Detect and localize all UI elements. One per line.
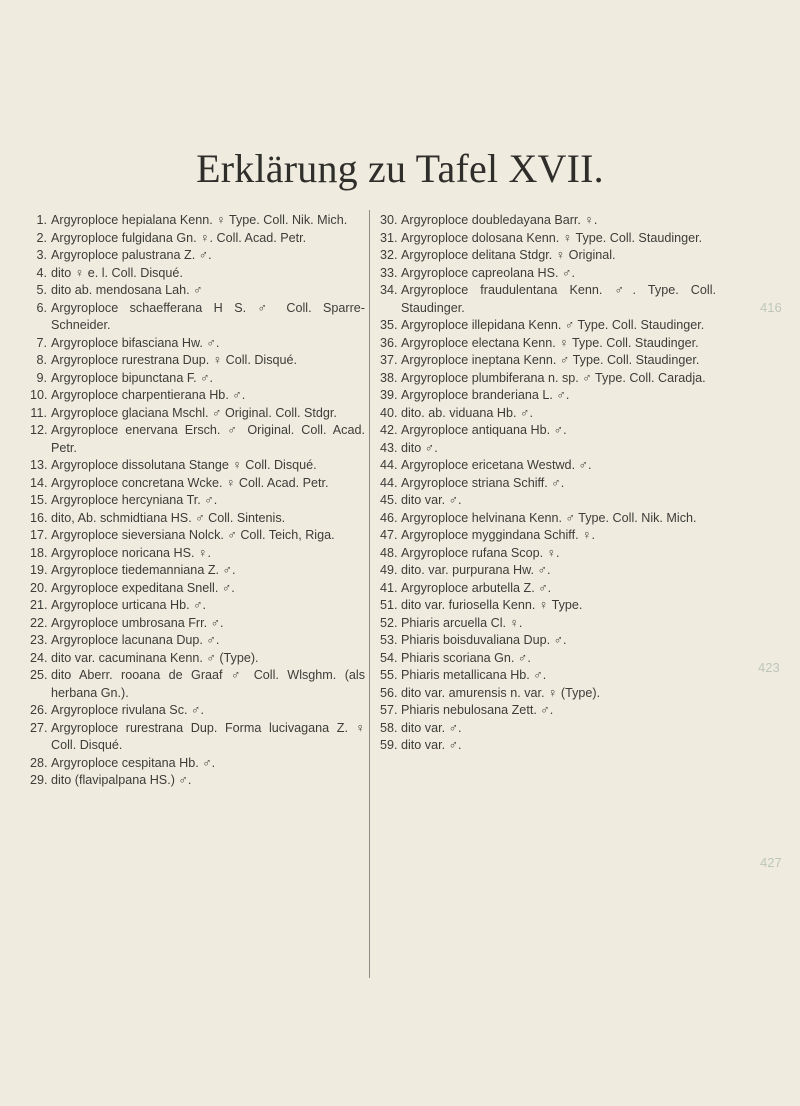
entry-number	[30, 667, 51, 685]
entry-number	[30, 492, 51, 510]
entry-number-text: 16.	[30, 510, 48, 525]
entry-text: Phiaris scoriana Gn. ♂.	[401, 650, 531, 665]
entry-number-text: 33.	[380, 265, 398, 280]
entry-number	[30, 370, 51, 388]
plate-entry	[380, 720, 716, 738]
entry-number-text: 58.	[380, 720, 398, 735]
entry-number-text: 36.	[380, 335, 398, 350]
entry-text: Phiaris nebulosana Zett. ♂.	[401, 703, 554, 717]
entry-text: Argyroploce rurestrana Dup. Forma lucivagana Z. ♀ Coll. Disqué.	[51, 720, 365, 752]
entry-number-text: 47.	[380, 528, 398, 542]
plate-entry	[30, 527, 365, 545]
entry-number	[30, 545, 51, 563]
entry-text: Argyroploce lacunana Dup. ♂.	[51, 633, 220, 647]
entry-number	[380, 457, 401, 475]
right-column	[380, 212, 716, 755]
entry-text: Argyroploce delitana Stdgr. ♀ Original.	[401, 248, 616, 262]
entry-text: dito Aberr. rooana de Graaf ♂ Coll. Wlsghm. (als herbana Gn.).	[51, 668, 365, 700]
entry-number-text: 44.	[380, 475, 398, 490]
entry-number	[380, 720, 401, 738]
entry-number-text: 14.	[30, 475, 48, 490]
entry-number	[30, 212, 51, 230]
entry-text: Argyroploce fulgidana Gn. ♀. Coll. Acad. Petr.	[51, 230, 307, 245]
plate-entry	[380, 510, 716, 528]
plate-entry	[380, 650, 716, 668]
plate-entry	[30, 650, 365, 668]
entry-text: Argyroploce antiquana Hb. ♂.	[401, 423, 567, 437]
entry-number-text: 24.	[30, 650, 48, 665]
entry-text: Argyroploce capreolana HS. ♂.	[401, 265, 575, 280]
entry-number-text: 29.	[30, 773, 48, 787]
entry-number-text: 4.	[36, 265, 47, 280]
plate-entry	[380, 492, 716, 510]
entry-number	[380, 335, 401, 353]
entry-number-text: 45.	[380, 493, 398, 507]
entry-text: Argyroploce tiedemanniana Z. ♂.	[51, 563, 236, 577]
entry-text: dito ♀ e. l. Coll. Disqué.	[51, 265, 183, 280]
entry-number-text: 11.	[30, 405, 47, 420]
entry-number-text: 18.	[30, 545, 48, 560]
entry-number	[30, 335, 51, 353]
entry-number	[380, 545, 401, 563]
entry-number	[30, 265, 51, 283]
plate-entry	[30, 755, 365, 773]
entry-text: Argyroploce ineptana Kenn. ♂ Type. Coll. Staudinger.	[401, 353, 700, 367]
plate-entry	[380, 230, 716, 248]
entry-number	[30, 475, 51, 493]
entry-number-text: 54.	[380, 650, 398, 665]
entry-text: dito var. ♂.	[401, 738, 462, 752]
plate-entry	[30, 615, 365, 633]
entry-number	[30, 457, 51, 475]
plate-entry	[30, 720, 365, 755]
plate-entry	[380, 422, 716, 440]
entry-number	[30, 615, 51, 633]
entry-number-text: 42.	[380, 423, 398, 437]
plate-entry	[30, 212, 365, 230]
entry-number-text: 19.	[30, 563, 48, 577]
entry-number	[30, 422, 51, 440]
entry-number	[380, 247, 401, 265]
entry-number	[380, 685, 401, 703]
plate-entry	[30, 562, 365, 580]
entry-number-text: 23.	[30, 633, 48, 647]
plate-entry	[30, 772, 365, 790]
plate-entry	[380, 632, 716, 650]
entry-number-text: 5.	[36, 283, 47, 297]
plate-entry	[380, 405, 716, 423]
entry-text: Argyroploce dolosana Kenn. ♀ Type. Coll. Staudinger.	[401, 230, 703, 245]
entry-number	[380, 265, 401, 283]
entry-number-text: 57.	[380, 703, 398, 717]
entry-number-text: 37.	[380, 353, 398, 367]
plate-entry	[380, 527, 716, 545]
entry-text: Argyroploce myggindana Schiff. ♀.	[401, 528, 596, 542]
entry-text: dito ♂.	[401, 440, 438, 455]
entry-text: Argyroploce bifasciana Hw. ♂.	[51, 335, 220, 350]
entry-number-text: 59.	[380, 738, 398, 752]
plate-entry	[380, 702, 716, 720]
plate-entry	[380, 440, 716, 458]
entry-number-text: 10.	[30, 388, 48, 402]
entry-number-text: 17.	[30, 528, 48, 542]
entry-number-text: 27.	[30, 720, 48, 735]
entry-number-text: 25.	[30, 668, 48, 682]
plate-entry	[30, 300, 365, 335]
entry-number-text: 44.	[380, 458, 398, 472]
entry-number-text: 28.	[30, 755, 48, 770]
plate-entry	[380, 387, 716, 405]
entry-number	[380, 650, 401, 668]
entry-number	[380, 387, 401, 405]
entry-number	[30, 247, 51, 265]
plate-entry	[30, 387, 365, 405]
entry-number-text: 35.	[380, 318, 398, 332]
entry-number-text: 3.	[36, 248, 47, 262]
entry-number-text: 13.	[30, 458, 48, 472]
entry-text: dito. ab. viduana Hb. ♂.	[401, 405, 533, 420]
entry-text: dito var. furiosella Kenn. ♀ Type.	[401, 598, 583, 612]
entry-text: Argyroploce schaefferana H S. ♂ Coll. Sparre-Schneider.	[51, 300, 365, 332]
entry-number-text: 41.	[380, 580, 398, 595]
entry-text: Argyroploce rivulana Sc. ♂.	[51, 703, 204, 717]
plate-entry	[380, 457, 716, 475]
plate-entry	[30, 335, 365, 353]
entry-number-text: 56.	[380, 685, 398, 700]
margin-note: 416	[760, 300, 782, 315]
entry-text: Argyroploce palustrana Z. ♂.	[51, 248, 212, 262]
entry-text: Argyroploce charpentierana Hb. ♂.	[51, 388, 246, 402]
entry-number-text: 12.	[30, 423, 48, 437]
plate-entry	[30, 405, 365, 423]
entry-number	[30, 580, 51, 598]
entry-number-text: 46.	[380, 510, 398, 525]
entry-number-text: 7.	[36, 335, 47, 350]
entry-text: Argyroploce glaciana Mschl. ♂ Original. Coll. Stdgr.	[51, 405, 337, 420]
plate-entry	[30, 230, 365, 248]
column-divider	[369, 210, 370, 978]
entry-text: dito ab. mendosana Lah. ♂	[51, 283, 203, 297]
entry-text: Phiaris arcuella Cl. ♀.	[401, 615, 523, 630]
entry-number	[30, 230, 51, 248]
entry-number	[30, 632, 51, 650]
entry-text: Argyroploce fraudulentana Kenn. ♂. Type. Coll. Staudinger.	[401, 283, 716, 315]
entry-number-text: 52.	[380, 615, 398, 630]
plate-entry	[30, 667, 365, 702]
entry-number-text: 2.	[36, 230, 47, 245]
entry-text: Argyroploce arbutella Z. ♂.	[401, 580, 552, 595]
entry-number	[30, 755, 51, 773]
entry-number	[380, 352, 401, 370]
page-title: Erklärung zu Tafel XVII.	[196, 146, 604, 191]
entry-number	[380, 475, 401, 493]
entry-number	[380, 632, 401, 650]
plate-entry	[380, 212, 716, 230]
entry-text: Argyroploce hepialana Kenn. ♀ Type. Coll. Nik. Mich.	[51, 213, 348, 227]
entry-number-text: 31.	[380, 230, 398, 245]
margin-note: 423	[758, 660, 780, 675]
entry-number	[380, 405, 401, 423]
entry-text: dito var. amurensis n. var. ♀ (Type).	[401, 685, 601, 700]
entry-number-text: 34.	[380, 283, 398, 297]
entry-number-text: 38.	[380, 370, 398, 385]
entry-text: Argyroploce helvinana Kenn. ♂ Type. Coll. Nik. Mich.	[401, 510, 697, 525]
entry-text: dito (flavipalpana HS.) ♂.	[51, 773, 192, 787]
entry-number-text: 22.	[30, 615, 48, 630]
entry-number	[30, 300, 51, 318]
entry-number	[30, 387, 51, 405]
entry-number	[380, 597, 401, 615]
plate-entry	[30, 475, 365, 493]
left-column	[30, 212, 365, 790]
entry-number	[380, 317, 401, 335]
plate-entry	[380, 247, 716, 265]
entry-number	[380, 702, 401, 720]
entry-number	[380, 737, 401, 755]
plate-entry	[380, 667, 716, 685]
entry-text: dito var. ♂.	[401, 720, 462, 735]
entry-number-text: 49.	[380, 563, 398, 577]
entry-text: Argyroploce electana Kenn. ♀ Type. Coll. Staudinger.	[401, 335, 699, 350]
entry-number-text: 6.	[36, 300, 47, 315]
entry-text: Argyroploce expeditana Snell. ♂.	[51, 580, 235, 595]
plate-entry	[380, 370, 716, 388]
entry-number	[30, 352, 51, 370]
entry-number	[380, 615, 401, 633]
entry-number	[30, 720, 51, 738]
entry-number	[380, 212, 401, 230]
plate-entry	[30, 580, 365, 598]
plate-entry	[30, 632, 365, 650]
plate-entry	[30, 352, 365, 370]
entry-text: Argyroploce plumbiferana n. sp. ♂ Type. Coll. Caradja.	[401, 370, 706, 385]
entry-number	[30, 562, 51, 580]
entry-text: dito var. cacuminana Kenn. ♂ (Type).	[51, 650, 259, 665]
entry-text: Argyroploce dissolutana Stange ♀ Coll. Disqué.	[51, 458, 317, 472]
entry-number-text: 48.	[380, 545, 398, 560]
plate-entry	[380, 335, 716, 353]
entry-number-text: 32.	[380, 248, 398, 262]
entry-text: Phiaris metallicana Hb. ♂.	[401, 668, 547, 682]
plate-entry	[30, 457, 365, 475]
entry-number	[380, 440, 401, 458]
entry-number	[380, 667, 401, 685]
entry-text: dito, Ab. schmidtiana HS. ♂ Coll. Sintenis.	[51, 510, 286, 525]
plate-entry	[30, 370, 365, 388]
plate-entry	[380, 352, 716, 370]
entry-text: dito var. ♂.	[401, 493, 462, 507]
entry-text: Argyroploce concretana Wcke. ♀ Coll. Acad. Petr.	[51, 475, 329, 490]
entry-number	[380, 370, 401, 388]
entry-text: Argyroploce cespitana Hb. ♂.	[51, 755, 216, 770]
plate-entry	[30, 545, 365, 563]
entry-number	[380, 282, 401, 300]
entry-number	[30, 282, 51, 300]
entry-text: Argyroploce striana Schiff. ♂.	[401, 475, 565, 490]
plate-entry	[30, 597, 365, 615]
plate-entry	[30, 247, 365, 265]
plate-entry	[380, 580, 716, 598]
plate-entry	[380, 737, 716, 755]
entry-number	[30, 510, 51, 528]
plate-entry	[30, 282, 365, 300]
entry-number-text: 26.	[30, 703, 48, 717]
plate-entry	[30, 422, 365, 457]
plate-entry	[380, 265, 716, 283]
entry-number	[380, 580, 401, 598]
entry-text: Argyroploce sieversiana Nolck. ♂ Coll. Teich, Riga.	[51, 528, 335, 542]
entry-text: Argyroploce hercyniana Tr. ♂.	[51, 493, 218, 507]
entry-number	[380, 422, 401, 440]
plate-entry	[30, 702, 365, 720]
entry-text: Argyroploce umbrosana Frr. ♂.	[51, 615, 224, 630]
entry-number-text: 21.	[30, 598, 48, 612]
entry-number	[380, 230, 401, 248]
entry-number-text: 20.	[30, 580, 48, 595]
plate-entry	[380, 615, 716, 633]
entry-text: Phiaris boisduvaliana Dup. ♂.	[401, 633, 567, 647]
entry-text: Argyroploce illepidana Kenn. ♂ Type. Coll. Staudinger.	[401, 318, 705, 332]
entry-number-text: 8.	[36, 353, 47, 367]
entry-text: Argyroploce rurestrana Dup. ♀ Coll. Disqué.	[51, 353, 298, 367]
entry-number	[380, 510, 401, 528]
plate-entry	[380, 597, 716, 615]
entry-number	[30, 597, 51, 615]
entry-number	[380, 492, 401, 510]
plate-entry	[380, 282, 716, 317]
plate-entry	[380, 317, 716, 335]
entry-text: Argyroploce doubledayana Barr. ♀.	[401, 213, 598, 227]
entry-number	[30, 772, 51, 790]
entry-number-text: 40.	[380, 405, 398, 420]
margin-note: 427	[760, 855, 782, 870]
entry-number-text: 15.	[30, 493, 48, 507]
plate-entry	[30, 510, 365, 528]
plate-entry	[380, 562, 716, 580]
entry-number-text: 55.	[380, 668, 398, 682]
plate-entry	[30, 492, 365, 510]
entry-number-text: 43.	[380, 440, 398, 455]
entry-number-text: 30.	[380, 213, 398, 227]
plate-entry	[30, 265, 365, 283]
entry-text: Argyroploce urticana Hb. ♂.	[51, 598, 207, 612]
entry-number	[380, 562, 401, 580]
entry-number-text: 53.	[380, 633, 398, 647]
plate-entry	[380, 475, 716, 493]
entry-text: Argyroploce rufana Scop. ♀.	[401, 545, 560, 560]
entry-text: dito. var. purpurana Hw. ♂.	[401, 563, 551, 577]
entry-number-text: 1.	[36, 213, 47, 227]
entry-text: Argyroploce branderiana L. ♂.	[401, 388, 570, 402]
entry-text: Argyroploce enervana Ersch. ♂ Original. Coll. Acad. Petr.	[51, 423, 365, 455]
entry-number	[30, 702, 51, 720]
entry-text: Argyroploce bipunctana F. ♂.	[51, 370, 214, 385]
entry-number	[30, 527, 51, 545]
entry-text: Argyroploce noricana HS. ♀.	[51, 545, 211, 560]
plate-entry	[380, 545, 716, 563]
plate-entry	[380, 685, 716, 703]
entry-number	[30, 405, 51, 423]
entry-text: Argyroploce ericetana Westwd. ♂.	[401, 458, 592, 472]
entry-number-text: 39.	[380, 388, 398, 402]
entry-number-text: 9.	[36, 370, 47, 385]
entry-number	[30, 650, 51, 668]
entry-number	[380, 527, 401, 545]
entry-number-text: 51.	[380, 598, 398, 612]
